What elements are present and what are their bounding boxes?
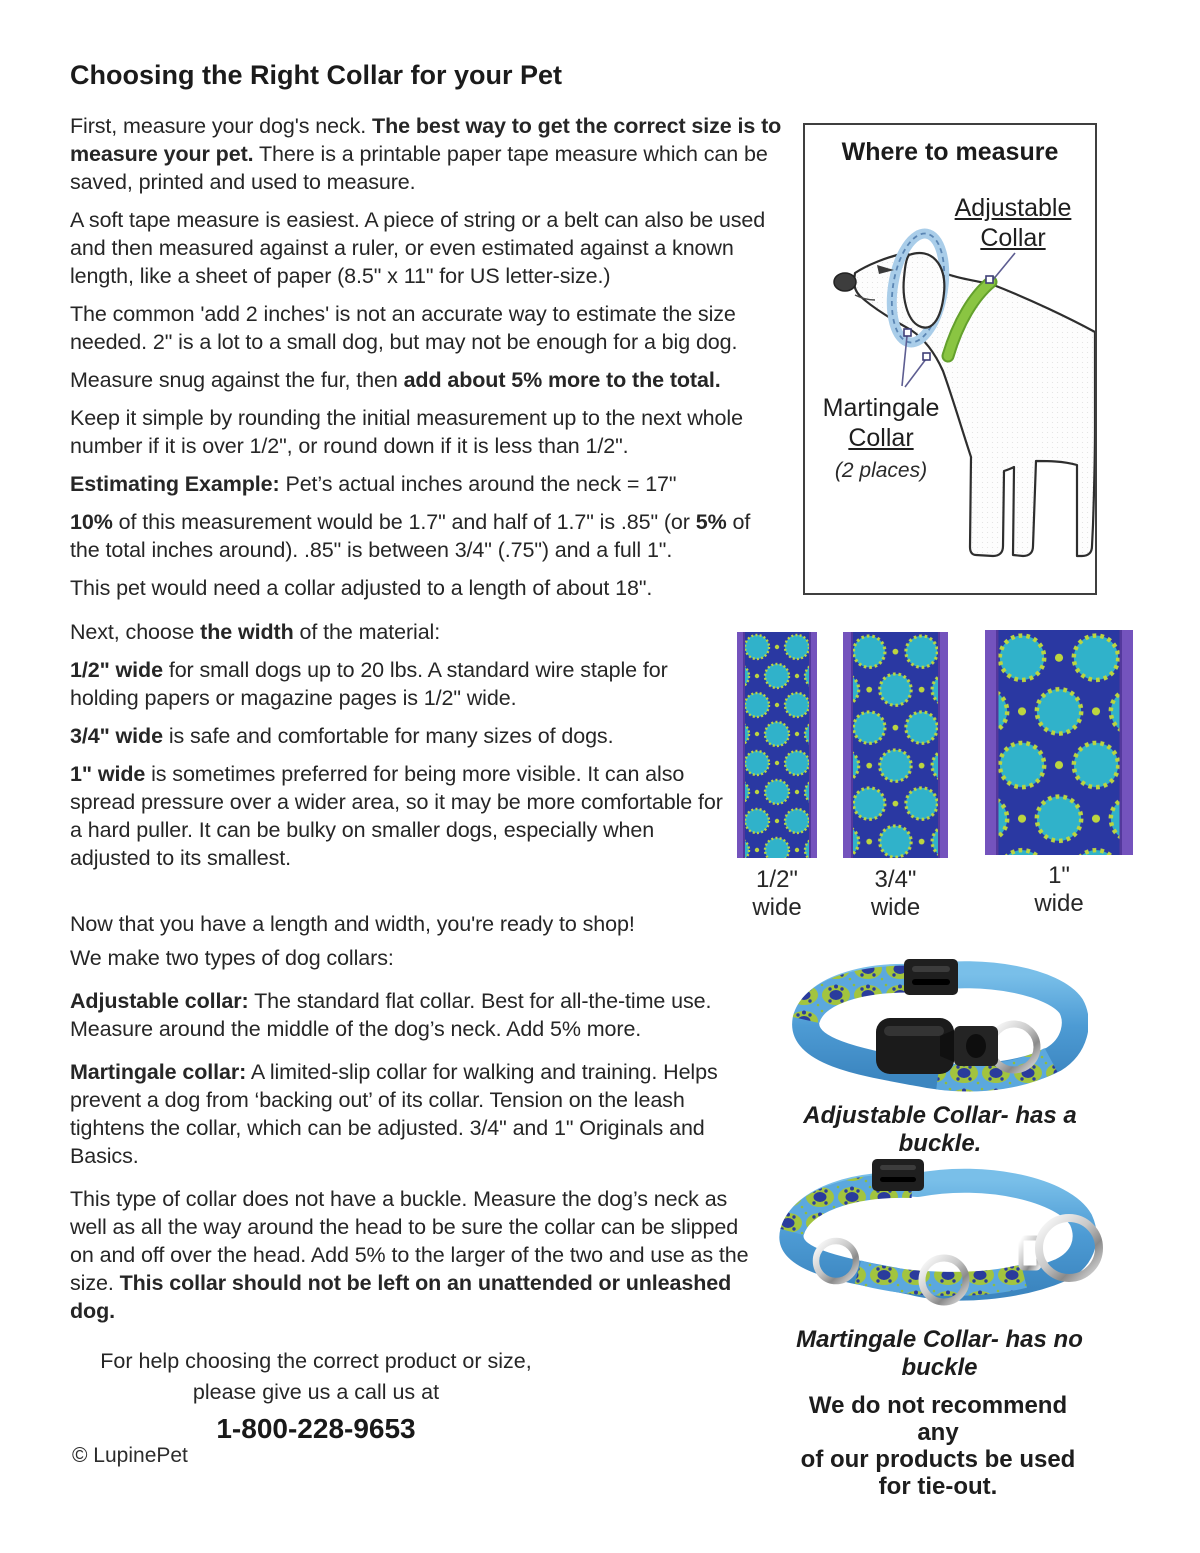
- paragraph: 1" wide is sometimes preferred for being more visible. It can also spread pressure over a wider area, so it may be more comfortable for a hard puller. It can be bulky on smaller dogs, especially when adjusted to its smallest.: [70, 762, 723, 870]
- martingale-collar-label: Martingale Collar: [822, 394, 940, 452]
- slide-adjuster: [872, 1159, 924, 1191]
- paragraph: Next, choose the width of the material:: [70, 620, 441, 644]
- collar-band-pattern-left: [792, 1186, 912, 1232]
- copyright: © LupinePet: [72, 1444, 188, 1467]
- tri-glide-slide: [904, 959, 958, 995]
- martingale-collar-photo: [772, 1158, 1107, 1326]
- paragraph: Now that you have a length and width, you're ready to shop!: [70, 912, 635, 936]
- dog-ear: [904, 253, 945, 328]
- paragraph: First, measure your dog's neck. The best way to get the correct size is to measure your pet. There is a printable paper tape measure which can be saved, printed and used to measure.: [70, 114, 782, 194]
- measure-box-title: Where to measure: [841, 138, 1059, 166]
- paragraph: A soft tape measure is easiest. A piece of string or a belt can also be used and then measured against a ruler, or even estimated against a known length, like a sheet of paper (8.5" x 11" for US letter-size.): [70, 208, 766, 288]
- side-release-buckle: [876, 1018, 998, 1074]
- paragraph: We make two types of dog collars:: [70, 946, 394, 970]
- paragraph: Measure snug against the fur, then add about 5% more to the total.: [70, 368, 721, 392]
- collar-band-pattern-bottom: [858, 1272, 1024, 1284]
- paragraph: This pet would need a collar adjusted to a length of about 18".: [70, 576, 653, 600]
- paragraph: Adjustable collar: The standard flat collar. Best for all-the-time use. Measure around the middle of the dog’s neck. Add 5% more.: [70, 989, 712, 1041]
- paragraph: The common 'add 2 inches' is not an accurate way to estimate the size needed. 2" is a lot to a small dog, but may not be enough for a big dog.: [70, 302, 738, 354]
- help-line2: please give us a call us at: [192, 1380, 440, 1404]
- help-text: [70, 1346, 562, 1444]
- swatch-label-half-inch: 1/2" wide: [752, 866, 802, 921]
- places-note: (2 places): [834, 459, 928, 482]
- paragraph: 3/4" wide is safe and comfortable for many sizes of dogs.: [70, 724, 614, 748]
- paragraph: 1/2" wide for small dogs up to 20 lbs. A standard wire staple for holding papers or magazine pages is 1/2" wide.: [70, 658, 668, 710]
- webbing-swatch-one-inch: [985, 630, 1133, 855]
- intro-section: [70, 112, 782, 612]
- phone-number: 1-800-228-9653: [216, 1413, 416, 1444]
- adjustable-collar-photo: [788, 956, 1088, 1108]
- swatch-label-three-quarter-inch: 3/4" wide: [870, 866, 921, 921]
- adjustable-collar-caption: Adjustable Collar- has a buckle.: [803, 1102, 1077, 1157]
- paragraph: Estimating Example: Pet’s actual inches around the neck = 17": [70, 472, 677, 496]
- help-line1: For help choosing the correct product or size,: [100, 1349, 532, 1373]
- paragraph: This type of collar does not have a buckle. Measure the dog’s neck as well as all the way around the head to be sure the collar can be slipped on and off over the head. Add 5% to the larger of the two and use as the size. This collar should not be left on an unattended or unleashed dog.: [70, 1187, 749, 1323]
- collar-band-pattern-left: [806, 979, 916, 1020]
- webbing-swatch-half-inch: [737, 632, 817, 858]
- paragraph: Keep it simple by rounding the initial measurement up to the next whole number if it is over 1/2", or round down if it is less than 1/2".: [70, 406, 743, 458]
- paragraph: 10% of this measurement would be 1.7" and half of 1.7" is .85" (or 5% of the total inches around). .85" is between 3/4" (.75") and a full 1".: [70, 510, 751, 562]
- tie-out-note: We do not recommend any of our products be used for tie-out.: [800, 1392, 1076, 1500]
- webbing-swatch-three-quarter-inch: [843, 632, 948, 858]
- paragraph: Martingale collar: A limited-slip collar for walking and training. Helps prevent a dog from ‘backing out’ of its collar. Tension on the leash tightens the collar, which can be adjusted. 3/4" and 1" Originals and Basics.: [70, 1060, 718, 1168]
- width-section: [70, 618, 728, 948]
- page-title: Choosing the Right Collar for your Pet: [70, 60, 562, 90]
- where-to-measure-box: [803, 123, 1097, 595]
- swatch-label-one-inch: 1" wide: [1034, 862, 1084, 917]
- dog-nose: [834, 273, 856, 291]
- adjustable-collar-label: Adjustable Collar: [954, 194, 1072, 252]
- collar-types-section: [70, 944, 762, 1340]
- martingale-collar-caption: Martingale Collar- has no buckle: [796, 1326, 1083, 1381]
